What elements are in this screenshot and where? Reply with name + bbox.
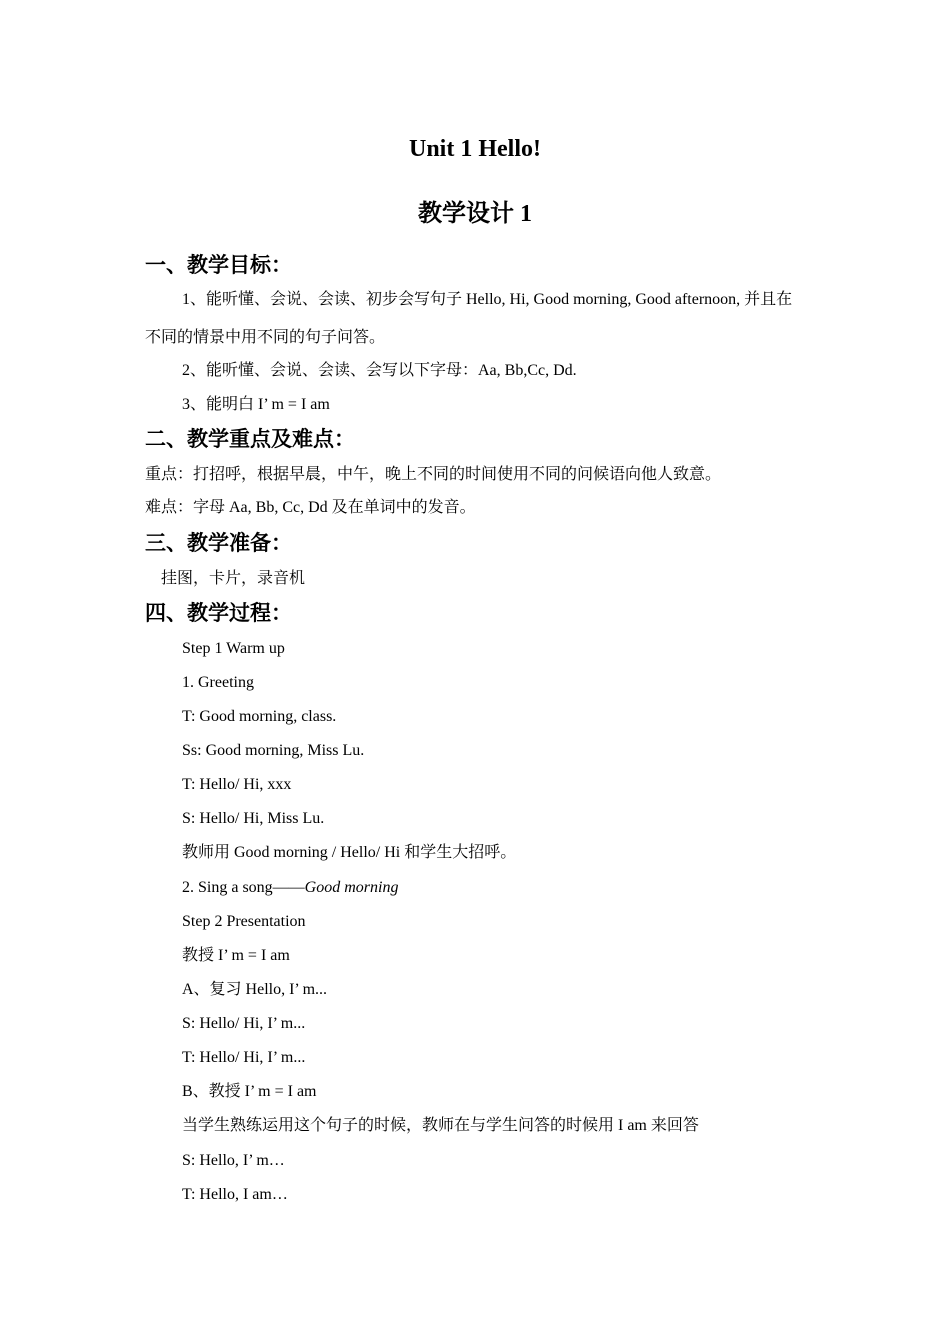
process-line: T: Hello/ Hi, I’ m... (182, 1049, 306, 1066)
process-step-2: Step 2 Presentation (182, 913, 306, 930)
objective-1-line-1: 1、能听懂、会说、会读、初步会写句子 Hello, Hi, Good morning, Good afternoon, 并且在 (182, 291, 793, 308)
document-title: Unit 1 Hello! (409, 136, 541, 162)
process-line: T: Hello, I am… (182, 1186, 288, 1203)
preparation-items: 挂图，卡片，录音机 (161, 570, 306, 587)
objective-3: 3、能明白 I’ m = I am (182, 396, 330, 413)
key-point-difficulty: 难点：字母 Aa, Bb, Cc, Dd 及在单词中的发音。 (145, 499, 476, 516)
process-song (182, 878, 398, 898)
process-line: T: Good morning, class. (182, 708, 337, 725)
song-title: Good morning (304, 879, 399, 896)
process-note: 教师用 Good morning / Hello/ Hi 和学生大招呼。 (182, 844, 517, 861)
process-greeting: 1. Greeting (182, 674, 254, 691)
process-line: T: Hello/ Hi, xxx (182, 776, 292, 793)
section-heading-preparation: 三、教学准备： (145, 531, 292, 555)
section-heading-key-points: 二、教学重点及难点： (145, 427, 355, 451)
process-note: 当学生熟练运用这个句子的时候，教师在与学生问答的时候用 I am 来回答 (182, 1117, 699, 1134)
document-subtitle: 教学设计 1 (418, 201, 532, 227)
section-heading-process: 四、教学过程： (145, 601, 292, 625)
section-heading-objectives: 一、教学目标： (145, 253, 292, 277)
song-prefix: 2. Sing a song—— (182, 879, 305, 896)
process-line: 教授 I’ m = I am (182, 947, 290, 964)
objective-2: 2、能听懂、会说、会读、会写以下字母：Aa, Bb,Cc, Dd. (182, 362, 577, 379)
process-step-1: Step 1 Warm up (182, 640, 285, 657)
process-line: A、复习 Hello, I’ m... (182, 981, 328, 998)
process-line: S: Hello/ Hi, Miss Lu. (182, 810, 325, 827)
process-line: B、教授 I’ m = I am (182, 1083, 317, 1100)
process-line: Ss: Good morning, Miss Lu. (182, 742, 365, 759)
objective-1-line-2: 不同的情景中用不同的句子问答。 (145, 329, 386, 346)
key-point-focus: 重点：打招呼，根据早晨，中午，晚上不同的时间使用不同的问候语向他人致意。 (145, 466, 722, 483)
process-line: S: Hello/ Hi, I’ m... (182, 1015, 306, 1032)
process-line: S: Hello, I’ m… (182, 1152, 285, 1169)
